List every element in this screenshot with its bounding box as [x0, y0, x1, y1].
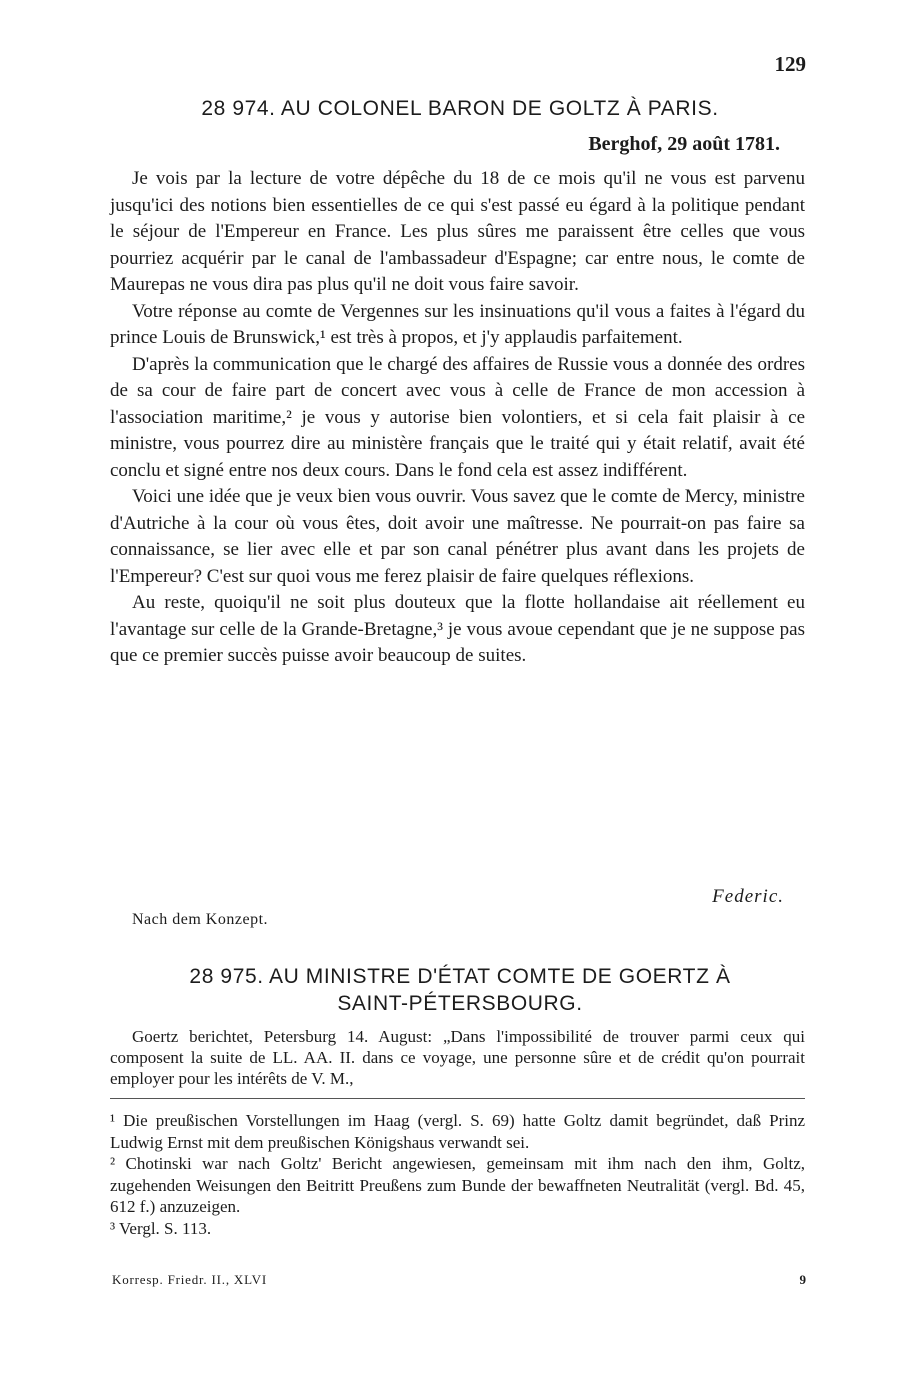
paragraph: Au reste, quoiqu'il ne soit plus douteux que la flotte hollandaise ait réellement eu l'avantage sur celle de la Grande-Bretagne,³ je vous avoue cependant que je ne suppose pas que ce premier succès puisse avoir beaucoup de suites.: [110, 592, 805, 666]
signature-mark: Korresp. Friedr. II., XLVI: [112, 1272, 267, 1287]
footnotes: [110, 1110, 805, 1239]
sheet-number: 9: [799, 1272, 806, 1287]
paragraph: Je vois par la lecture de votre dépêche du 18 de ce mois qu'il ne vous est parvenu jusqu'ici des notions bien essentielles de ce qui s'est passé eu égard à la politique pendant le séjour de l'Empereur en France. Les plus sûres me paraissent être celles que vous pourriez acquérir par le canal de l'ambassadeur d'Espagne; car entre nous, le comte de Maurepas ne vous dira pas plus qu'il ne doit vous faire savoir.: [110, 168, 805, 295]
source-note: Nach dem Konzept.: [132, 911, 269, 928]
paragraph: Votre réponse au comte de Vergennes sur les insinuations qu'il vous a faites à l'égard du prince Louis de Brunswick,¹ est très à propos, et j'y applaudis parfaitement.: [110, 300, 805, 348]
letter-summary: Goertz berichtet, Petersburg 14. August: „Dans l'impossibilité de trouver parmi ceux qui composent la suite de LL. AA. II. dans ce voyage, une personne sûre et de crédit qu'on pourrait employer pour les intérêts de V. M.,: [110, 1027, 805, 1088]
heading-line: 28 975. AU MINISTRE D'ÉTAT COMTE DE GOERTZ À: [189, 965, 731, 988]
signature: Federic.: [712, 886, 784, 907]
letter-heading: 28 974. AU COLONEL BARON DE GOLTZ À PARIS.: [201, 97, 719, 120]
footnote-divider: [110, 1098, 805, 1099]
paragraph: Voici une idée que je veux bien vous ouvrir. Vous savez que le comte de Mercy, ministre d'Autriche à la cour où vous êtes, doit avoir une maîtresse. Ne pourrait-on pas faire sa connaissance, se lier avec elle et par son canal pénétrer plus avant dans les projets de l'Empereur? C'est sur quoi vous me ferez plaisir de faire quelques réflexions.: [110, 486, 805, 587]
dateline: Berghof, 29 août 1781.: [588, 133, 780, 155]
footnote: ³ Vergl. S. 113.: [110, 1218, 212, 1238]
page-number: 129: [774, 52, 806, 76]
letter-heading-2: [110, 963, 810, 1017]
heading-line: SAINT-PÉTERSBOURG.: [337, 992, 583, 1015]
footnote: ¹ Die preußischen Vorstellungen im Haag (vergl. S. 69) hatte Goltz damit begründet, daß Prinz Ludwig Ernst mit dem preußischen Königshaus verwandt sei.: [110, 1111, 805, 1152]
footnote: ² Chotinski war nach Goltz' Bericht angewiesen, gemeinsam mit ihm nach den ihm, Goltz, zugehenden Weisungen den Beitritt Preußens zum Bunde der bewaffneten Neutralität (vergl. Bd. 45, 612 f.) anzuzeigen.: [110, 1154, 805, 1216]
paragraph: D'après la communication que le chargé des affaires de Russie vous a donnée des ordres de sa cour de faire part de concert avec vous à celle de France de mon accession à l'association maritime,² je vous y autorise bien volontiers, et si cela fait plaisir à ce ministre, vous pourrez dire au ministère français que le traité qui y était relatif, avait été conclu et signé entre nos deux cours. Dans le fond cela est assez indifférent.: [110, 353, 805, 481]
letter-body: [110, 166, 805, 670]
